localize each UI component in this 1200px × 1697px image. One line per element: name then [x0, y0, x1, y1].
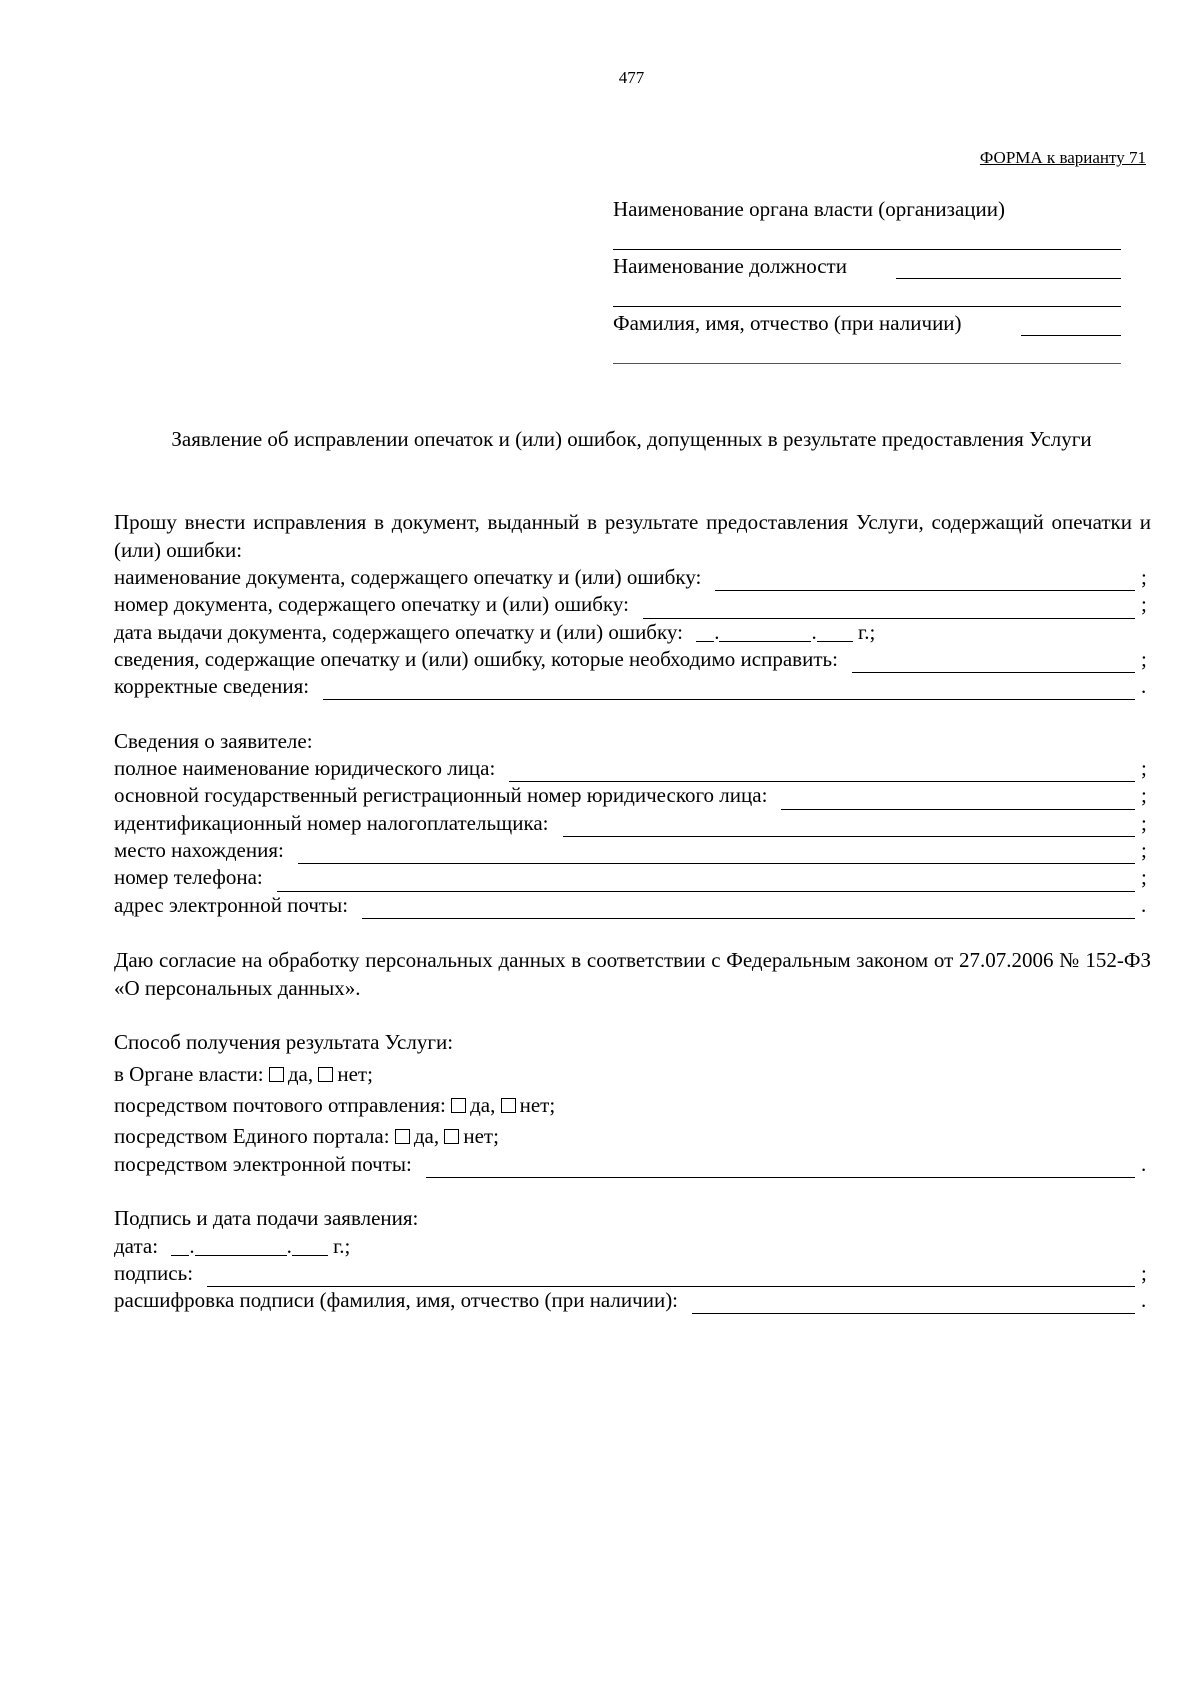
name-field-continuation[interactable] [613, 363, 1121, 364]
authority-field[interactable] [613, 249, 1121, 250]
signature-date-row [114, 1233, 1151, 1260]
delivery-portal-row [114, 1123, 1151, 1150]
no-label: нет; [463, 1124, 499, 1149]
delivery-portal-label: посредством Единого портала: [114, 1124, 390, 1149]
full-name-row [114, 755, 1151, 782]
delivery-authority-row [114, 1061, 1151, 1088]
signature-date-suffix: г.; [333, 1233, 351, 1258]
semicolon: ; [1141, 837, 1147, 862]
portal-yes-checkbox[interactable] [395, 1129, 410, 1144]
addressee-block [613, 197, 1121, 368]
ogrn-row [114, 782, 1151, 809]
delivery-heading: Способ получения результата Услуги: [114, 1030, 454, 1055]
authority-label: Наименование органа власти (организации) [613, 197, 1005, 221]
consent-text: Даю согласие на обработку персональных данных в соответствии с Федеральным законом от 27.07.2006 № 152-ФЗ «О персональных данных». [114, 948, 1151, 1001]
position-field-continuation[interactable] [613, 306, 1121, 307]
doc-number-field[interactable] [643, 599, 1135, 619]
ogrn-field[interactable] [781, 790, 1135, 810]
decoding-row [114, 1287, 1151, 1314]
correct-row [114, 673, 1151, 700]
page-number: 477 [618, 68, 645, 87]
signature-heading: Подпись и дата подачи заявления: [114, 1206, 419, 1231]
ogrn-label: основной государственный регистрационный номер юридического лица: [114, 783, 768, 808]
sign-month-field[interactable] [195, 1237, 287, 1256]
issue-date-label: дата выдачи документа, содержащего опечатку и (или) ошибку: [114, 619, 683, 644]
date-dot: . [189, 1233, 195, 1258]
delivery-email-label: посредством электронной почты: [114, 1151, 412, 1176]
semicolon: ; [1141, 756, 1147, 781]
correct-field[interactable] [323, 680, 1135, 700]
date-dot: . [286, 1233, 292, 1258]
location-field[interactable] [298, 844, 1135, 864]
semicolon: ; [1141, 646, 1147, 671]
errors-label: сведения, содержащие опечатку и (или) ошибку, которые необходимо исправить: [114, 646, 838, 671]
location-row [114, 837, 1151, 864]
mail-yes-checkbox[interactable] [451, 1098, 466, 1113]
email-field[interactable] [362, 899, 1135, 919]
issue-date-suffix: г.; [857, 619, 876, 644]
inn-field[interactable] [563, 817, 1135, 837]
applicant-heading: Сведения о заявителе: [114, 728, 313, 753]
delivery-email-field[interactable] [426, 1158, 1135, 1178]
doc-number-label: номер документа, содержащего опечатку и (или) ошибку: [114, 592, 629, 617]
name-label: Фамилия, имя, отчество (при наличии) [613, 311, 962, 335]
decoding-field[interactable] [692, 1294, 1135, 1314]
position-field[interactable] [896, 278, 1121, 279]
portal-no-checkbox[interactable] [444, 1129, 459, 1144]
issue-day-field[interactable] [696, 623, 714, 642]
location-label: место нахождения: [114, 837, 284, 862]
correct-label: корректные сведения: [114, 674, 310, 699]
semicolon: ; [1141, 783, 1147, 808]
semicolon: ; [1141, 1260, 1147, 1285]
errors-row [114, 646, 1151, 673]
signature-label: подпись: [114, 1260, 194, 1285]
period: . [1141, 892, 1147, 917]
period: . [1141, 1151, 1147, 1176]
yes-label: да, [413, 1124, 440, 1149]
date-dot: . [714, 619, 720, 644]
delivery-mail-row [114, 1092, 1151, 1119]
document-title: Заявление об исправлении опечаток и (или) ошибок, допущенных в результате предоставления Услуги [171, 427, 1092, 451]
delivery-mail-label: посредством почтового отправления: [114, 1093, 446, 1118]
inn-label: идентификационный номер налогоплательщика: [114, 810, 549, 835]
semicolon: ; [1141, 865, 1147, 890]
position-label: Наименование должности [613, 254, 847, 278]
no-label: нет; [519, 1093, 556, 1118]
phone-field[interactable] [277, 872, 1135, 892]
doc-number-row [114, 591, 1151, 618]
semicolon: ; [1141, 810, 1147, 835]
no-label: нет; [337, 1061, 373, 1086]
request-intro: Прошу внести исправления в документ, выданный в результате предоставления Услуги, содержащий опечатки и (или) ошибки: [114, 510, 1151, 562]
authority-yes-checkbox[interactable] [269, 1067, 284, 1082]
email-label: адрес электронной почты: [114, 892, 349, 917]
name-field[interactable] [1021, 335, 1121, 336]
delivery-email-row [114, 1151, 1151, 1178]
mail-no-checkbox[interactable] [501, 1098, 516, 1113]
authority-no-checkbox[interactable] [318, 1067, 333, 1082]
signature-date-label: дата: [114, 1233, 159, 1258]
signature-row [114, 1260, 1151, 1287]
email-row [114, 892, 1151, 919]
form-body [114, 508, 1151, 1314]
yes-label: да, [287, 1061, 314, 1086]
doc-name-label: наименование документа, содержащего опечатку и (или) ошибку: [114, 565, 702, 589]
full-name-field[interactable] [509, 762, 1135, 782]
doc-name-field[interactable] [715, 571, 1135, 591]
period: . [1141, 674, 1147, 699]
form-reference: ФОРМА к варианту 71 [979, 148, 1146, 167]
issue-month-field[interactable] [719, 623, 811, 642]
sign-year-field[interactable] [292, 1237, 328, 1256]
semicolon: ; [1141, 592, 1147, 617]
date-dot: . [811, 619, 817, 644]
signature-field[interactable] [207, 1267, 1135, 1287]
period: . [1141, 1288, 1147, 1313]
errors-field[interactable] [852, 653, 1135, 673]
decoding-label: расшифровка подписи (фамилия, имя, отчество (при наличии): [114, 1288, 679, 1313]
yes-label: да, [470, 1093, 496, 1118]
phone-row [114, 864, 1151, 891]
semicolon: ; [1141, 565, 1147, 589]
issue-year-field[interactable] [817, 623, 853, 642]
doc-name-row [114, 564, 1151, 591]
phone-label: номер телефона: [114, 865, 263, 890]
full-name-label: полное наименование юридического лица: [114, 756, 496, 781]
delivery-authority-label: в Органе власти: [114, 1061, 264, 1086]
inn-row [114, 810, 1151, 837]
sign-day-field[interactable] [171, 1237, 189, 1256]
issue-date-row [114, 619, 1151, 646]
